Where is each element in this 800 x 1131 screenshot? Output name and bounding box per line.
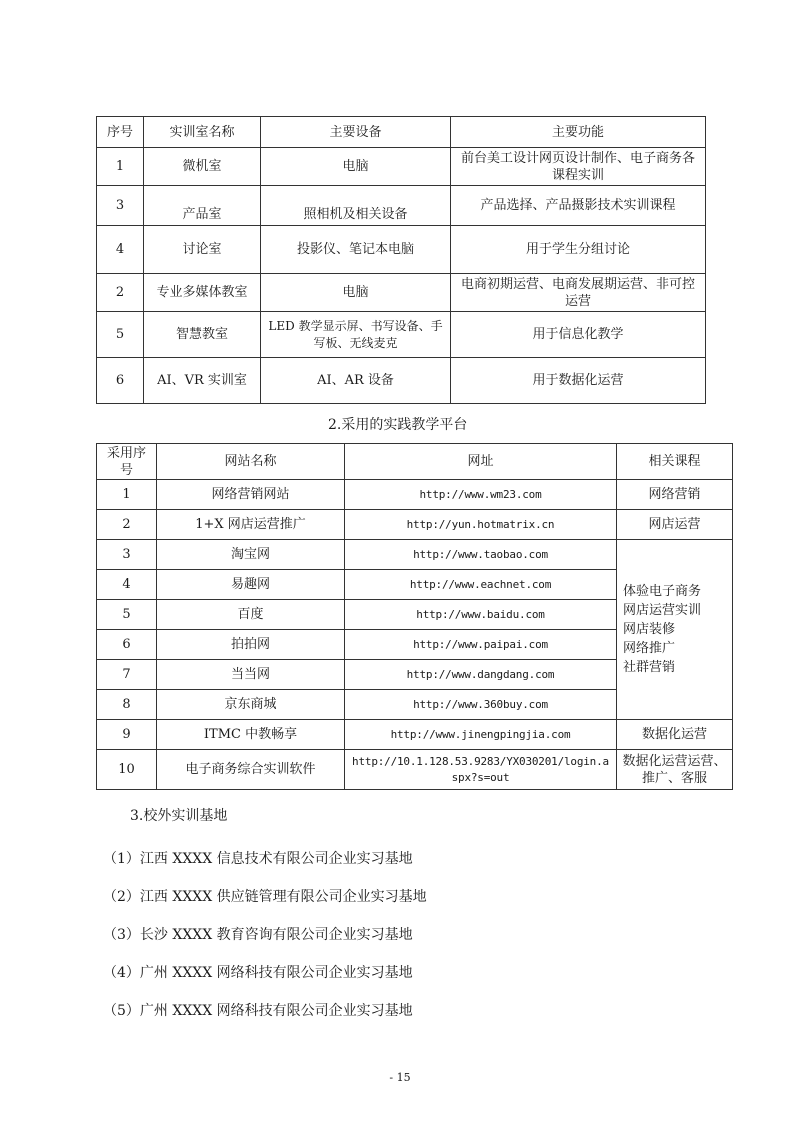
- cell-course: 数据化运营运营、推广、客服: [617, 750, 733, 790]
- cell-shared-courses: [617, 540, 733, 720]
- cell-function: 用于信息化教学: [451, 312, 706, 358]
- cell-equipment: AI、AR 设备: [261, 358, 451, 404]
- cell-url[interactable]: http://www.baidu.com: [345, 600, 617, 630]
- cell-no: 2: [97, 510, 157, 540]
- cell-equipment: 电脑: [261, 274, 451, 312]
- cell-equipment: LED 教学显示屏、书写设备、手写板、无线麦克: [261, 312, 451, 358]
- header-cell: 主要设备: [261, 117, 451, 148]
- cell-site-name: 网络营销网站: [157, 480, 345, 510]
- base-item: （2）江西 XXXX 供应链管理有限公司企业实习基地: [103, 889, 427, 905]
- cell-no: 1: [97, 148, 144, 186]
- cell-no: 10: [97, 750, 157, 790]
- cell-url[interactable]: http://yun.hotmatrix.cn: [345, 510, 617, 540]
- cell-url[interactable]: http://www.jinengpingjia.com: [345, 720, 617, 750]
- cell-no: 7: [97, 660, 157, 690]
- cell-function: 产品选择、产品摄影技术实训课程: [451, 186, 706, 226]
- cell-name: 微机室: [144, 148, 261, 186]
- course-item: 网络推广: [623, 641, 676, 656]
- cell-name: 专业多媒体教室: [144, 274, 261, 312]
- cell-site-name: 百度: [157, 600, 345, 630]
- table-row: [97, 750, 733, 790]
- cell-no: 5: [97, 600, 157, 630]
- table-row: [97, 480, 733, 510]
- cell-url[interactable]: http://www.taobao.com: [345, 540, 617, 570]
- cell-url[interactable]: http://www.paipai.com: [345, 630, 617, 660]
- table-header-row: [97, 444, 733, 480]
- cell-equipment: 电脑: [261, 148, 451, 186]
- cell-site-name: 拍拍网: [157, 630, 345, 660]
- cell-equipment: 照相机及相关设备: [261, 186, 451, 226]
- cell-function: 用于学生分组讨论: [451, 226, 706, 274]
- table-row: [97, 274, 706, 312]
- table-row: [97, 186, 706, 226]
- course-item: 体验电子商务: [623, 584, 702, 599]
- cell-name: 智慧教室: [144, 312, 261, 358]
- platform-section-title: 2.采用的实践教学平台: [328, 417, 468, 433]
- course-item: 网店运营实训: [623, 603, 702, 618]
- cell-no: 4: [97, 226, 144, 274]
- cell-url[interactable]: http://www.eachnet.com: [345, 570, 617, 600]
- header-cell: 序号: [97, 117, 144, 148]
- cell-url[interactable]: http://www.dangdang.com: [345, 660, 617, 690]
- cell-course: 数据化运营: [617, 720, 733, 750]
- header-cell: 主要功能: [451, 117, 706, 148]
- cell-no: 2: [97, 274, 144, 312]
- base-section-title: 3.校外实训基地: [130, 808, 228, 824]
- course-item: 网店装修: [623, 622, 676, 637]
- cell-site-name: 易趣网: [157, 570, 345, 600]
- header-cell: 网站名称: [157, 444, 345, 480]
- cell-no: 8: [97, 690, 157, 720]
- platform-table: [96, 443, 733, 790]
- table-row: [97, 540, 733, 570]
- cell-function: 前台美工设计网页设计制作、电子商务各课程实训: [451, 148, 706, 186]
- cell-site-name: ITMC 中教畅享: [157, 720, 345, 750]
- cell-name: 产品室: [144, 186, 261, 226]
- header-cell: 采用序号: [97, 444, 157, 480]
- table-row: [97, 312, 706, 358]
- cell-site-name: 当当网: [157, 660, 345, 690]
- header-cell: 相关课程: [617, 444, 733, 480]
- table-row: [97, 148, 706, 186]
- base-item: （3）长沙 XXXX 教育咨询有限公司企业实习基地: [103, 927, 413, 943]
- cell-site-name: 京东商城: [157, 690, 345, 720]
- table-row: [97, 358, 706, 404]
- cell-no: 6: [97, 630, 157, 660]
- cell-no: 9: [97, 720, 157, 750]
- base-item: （1）江西 XXXX 信息技术有限公司企业实习基地: [103, 851, 413, 867]
- cell-course: 网络营销: [617, 480, 733, 510]
- cell-url[interactable]: http://www.wm23.com: [345, 480, 617, 510]
- header-cell: 实训室名称: [144, 117, 261, 148]
- cell-site-name: 电子商务综合实训软件: [157, 750, 345, 790]
- cell-course: 网店运营: [617, 510, 733, 540]
- cell-url[interactable]: http://www.360buy.com: [345, 690, 617, 720]
- table-header-row: [97, 117, 706, 148]
- cell-site-name: 1+X 网店运营推广: [157, 510, 345, 540]
- cell-no: 3: [97, 186, 144, 226]
- cell-no: 3: [97, 540, 157, 570]
- cell-no: 4: [97, 570, 157, 600]
- course-item: 社群营销: [623, 660, 676, 675]
- table-row: [97, 720, 733, 750]
- header-cell: 网址: [345, 444, 617, 480]
- table-row: [97, 510, 733, 540]
- cell-no: 5: [97, 312, 144, 358]
- page-number: - 15: [389, 1071, 411, 1084]
- cell-no: 6: [97, 358, 144, 404]
- cell-no: 1: [97, 480, 157, 510]
- table-row: [97, 226, 706, 274]
- cell-site-name: 淘宝网: [157, 540, 345, 570]
- cell-function: 电商初期运营、电商发展期运营、非可控运营: [451, 274, 706, 312]
- cell-function: 用于数据化运营: [451, 358, 706, 404]
- cell-url[interactable]: http://10.1.128.53.9283/YX030201/login.aspx?s=out: [345, 750, 617, 790]
- lab-table: [96, 116, 706, 404]
- base-item: （5）广州 XXXX 网络科技有限公司企业实习基地: [103, 1003, 413, 1019]
- cell-name: AI、VR 实训室: [144, 358, 261, 404]
- base-item: （4）广州 XXXX 网络科技有限公司企业实习基地: [103, 965, 413, 981]
- cell-name: 讨论室: [144, 226, 261, 274]
- cell-equipment: 投影仪、笔记本电脑: [261, 226, 451, 274]
